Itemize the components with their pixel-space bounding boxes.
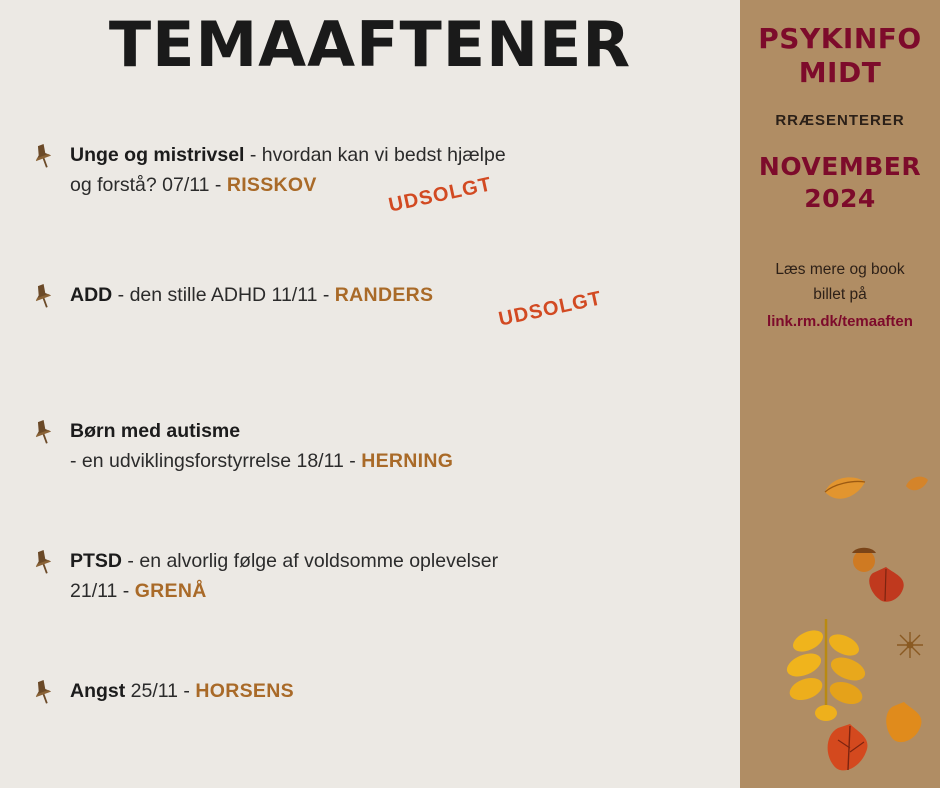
event-line-2 <box>70 446 728 476</box>
list-item[interactable] <box>28 546 728 676</box>
event-title: Børn med autisme <box>70 420 241 442</box>
list-item[interactable] <box>28 280 728 416</box>
event-title: ADD <box>70 284 113 306</box>
event-date: 25/11 - <box>125 680 196 702</box>
year-label: 2024 <box>804 184 876 213</box>
list-item[interactable] <box>28 416 728 546</box>
brand-name <box>740 22 940 90</box>
booking-link[interactable]: link.rm.dk/temaaften <box>767 313 913 330</box>
booking-line-2: billet på <box>813 286 867 303</box>
seed-icon <box>895 630 925 665</box>
event-location: HORSENS <box>195 680 294 702</box>
pushpin-icon <box>28 548 58 578</box>
event-line-1 <box>70 676 728 706</box>
event-line-1 <box>70 140 728 170</box>
event-location: RISSKOV <box>226 174 317 196</box>
event-list <box>28 140 728 736</box>
event-title: Angst <box>70 680 126 702</box>
event-date: 21/11 - <box>70 580 135 602</box>
brand-line-2: MIDT <box>798 56 882 89</box>
event-line-1 <box>70 416 728 446</box>
sidebar <box>740 0 940 788</box>
booking-note <box>740 257 940 334</box>
brand-line-1: PSYKINFO <box>758 22 922 55</box>
status-badge: UDSOLGT <box>496 287 604 331</box>
event-location: HERNING <box>361 450 454 472</box>
event-line-1 <box>70 546 728 576</box>
list-item[interactable] <box>28 140 728 280</box>
month-year <box>740 151 940 215</box>
event-line-1 <box>70 280 728 310</box>
event-location: GRENÅ <box>134 580 207 602</box>
list-item[interactable] <box>28 676 728 736</box>
leaf-icon <box>778 615 870 730</box>
event-date: og forstå? 07/11 - <box>70 174 227 196</box>
event-title: Unge og mistrivsel <box>70 144 245 166</box>
leaf-icon <box>820 470 870 515</box>
status-badge: UDSOLGT <box>386 173 494 217</box>
leaf-icon <box>820 720 880 785</box>
event-line-2 <box>70 576 728 606</box>
event-location: RANDERS <box>334 284 434 306</box>
event-subtitle: - hvordan kan vi bedst hjælpe <box>244 144 506 166</box>
event-subtitle: - en alvorlig følge af voldsomme oplevelser <box>122 550 499 572</box>
event-subtitle: - den stille ADHD 11/11 - <box>112 284 335 306</box>
pushpin-icon <box>28 142 58 172</box>
event-title: PTSD <box>70 550 123 572</box>
pushpin-icon <box>28 282 58 312</box>
month-label: NOVEMBER <box>758 152 922 181</box>
event-date: - en udviklingsforstyrrelse 18/11 - <box>70 450 362 472</box>
leaf-icon <box>903 472 931 503</box>
leaf-icon <box>863 565 909 612</box>
booking-line-1: Læs mere og book <box>775 261 905 278</box>
page-title: TEMAAFTENER <box>108 8 632 81</box>
presents-label: RRÆSENTERER <box>775 112 905 129</box>
pushpin-icon <box>28 678 58 708</box>
pushpin-icon <box>28 418 58 448</box>
leaf-icon <box>880 700 928 753</box>
